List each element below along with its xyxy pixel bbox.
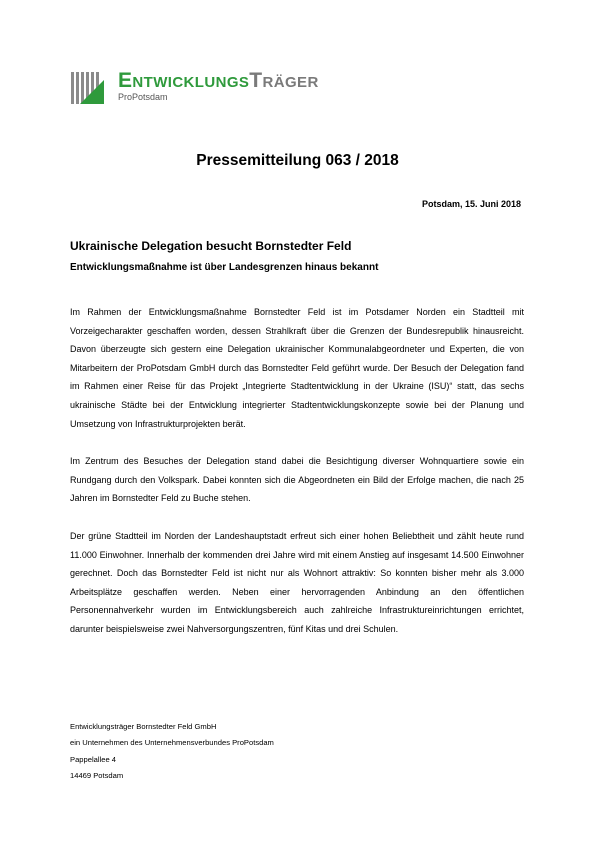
body-paragraph: Im Rahmen der Entwicklungsmaßnahme Bornstedter Feld ist im Potsdamer Norden ein Stadtteil mit Vorzeigecharakter geschaffen worden, dessen Strahlkraft über die Grenzen der Bundesrepublik hinausreicht. Davon überzeugte sich gestern eine Delegation ukrainischer Kommunalabgeordneter und Experten, die von Mitarbeitern der ProPotsdam GmbH durch das Bornstedter Feld geführt wurde. Der Besuch der Delegation fand im Rahmen einer Reise für das Projekt „Integrierte Stadtentwicklung in der Ukraine (ISU)“ statt, das sechs ukrainische Städte bei der Entwicklung integrierter Stadtentwicklungskonzepte sowie bei der Planung und Umsetzung von Infrastrukturprojekten berät.	[70, 307, 524, 429]
body-paragraph: Im Zentrum des Besuches der Delegation stand dabei die Besichtigung diverser Wohnquartiere sowie ein Rundgang durch den Volkspark. Dabei konnten sich die Abgeordneten ein Bild der Erfolge machen, die nach 25 Jahren im Bornstedter Feld zu Buche stehen.	[70, 456, 524, 504]
footer-street: Pappelallee 4	[70, 754, 117, 764]
footer-city: 14469 Potsdam	[70, 770, 124, 780]
logo-brand-part1: Entwicklungs	[118, 69, 250, 92]
document-date: Potsdam, 15. Juni 2018	[421, 199, 521, 209]
body-paragraph: Der grüne Stadtteil im Norden der Landeshauptstadt erfreut sich einer hohen Beliebtheit und zählt heute rund 11.000 Einwohner. Innerhalb der kommenden drei Jahre wird mit einem Anstieg auf insgesamt 14.500 Einwohner gerechnet. Doch das Bornstedter Feld ist nicht nur als Wohnort attraktiv: So konnten bisher mehr als 3.000 Arbeitsplätze geschaffen werden. Neben einer hervorragenden Anbindung an den öffentlichen Personennahverkehr wurden im Entwicklungsbereich auch zahlreiche Infrastruktureinrichtungen errichtet, darunter beispielsweise zwei Nahversorgungszentren, fünf Kitas und drei Schulen.	[70, 530, 524, 634]
company-address-footer	[70, 719, 274, 784]
article-headline: Ukrainische Delegation besucht Bornstedter Feld	[70, 239, 352, 253]
footer-company-group: ein Unternehmen des Unternehmensverbundes ProPotsdam	[70, 738, 274, 748]
logo-text	[118, 69, 438, 103]
article-body	[70, 303, 524, 658]
document-title: Pressemitteilung 063 / 2018	[196, 152, 399, 169]
article-subheadline: Entwicklungsmaßnahme ist über Landesgrenzen hinaus bekannt	[70, 262, 379, 273]
logo-subline: ProPotsdam	[118, 92, 168, 102]
barcode-triangle-logo-icon	[70, 70, 108, 106]
logo-brand	[118, 69, 438, 93]
footer-company-name: Entwicklungsträger Bornstedter Feld GmbH	[70, 722, 217, 731]
logo-brand-part2: Träger	[249, 69, 319, 92]
